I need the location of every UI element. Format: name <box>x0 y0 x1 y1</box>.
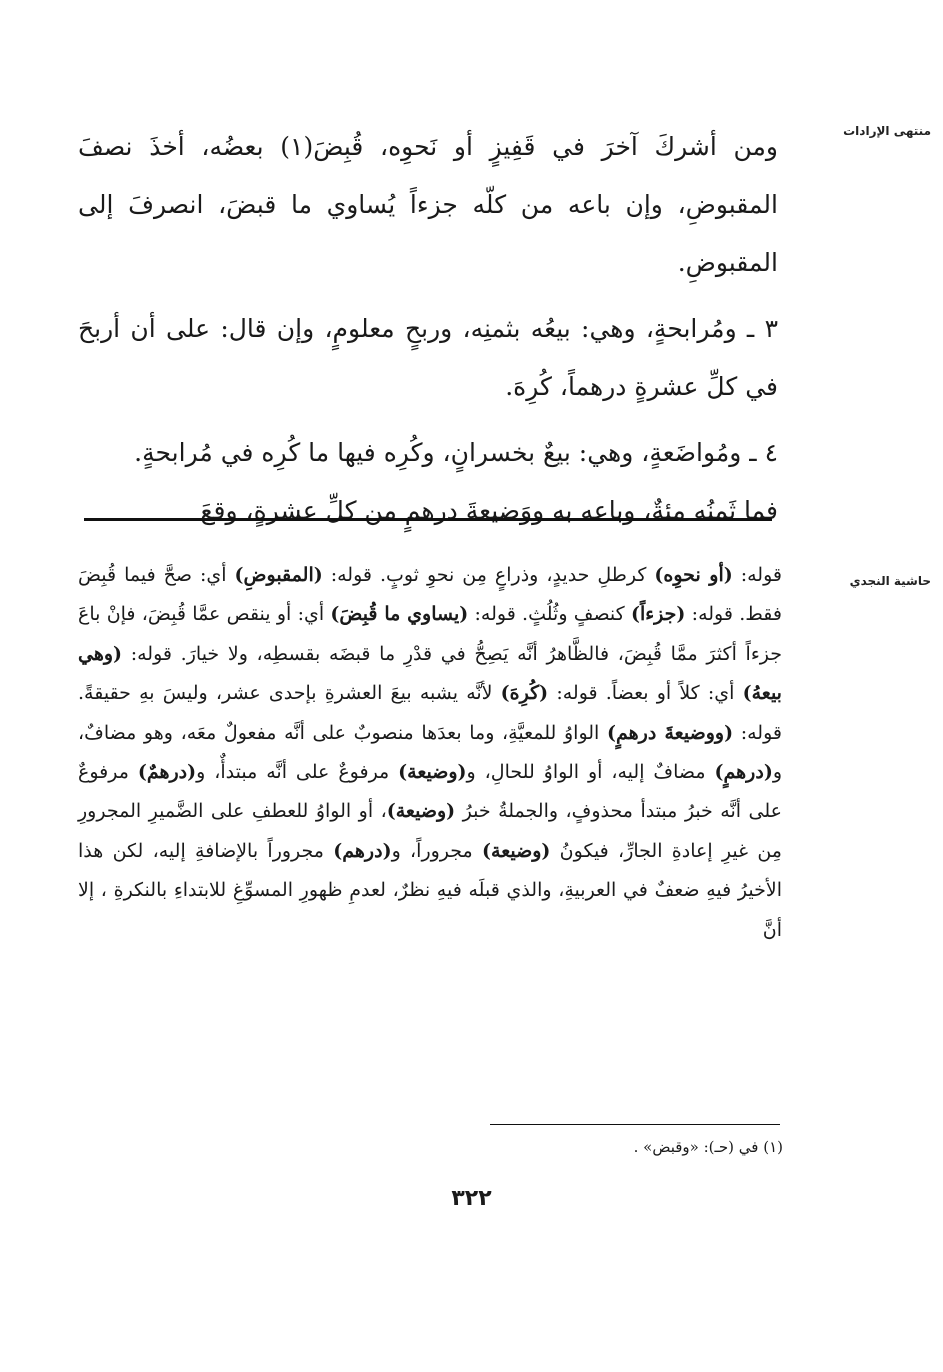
commentary-text: مجروراً، و <box>391 839 483 862</box>
main-paragraph-2: ٣ ـ ومُرابحةٍ، وهي: بيعُه بثمنِه، وربحٍ معلومٍ، وإن قال: على أن أربحَ في كلِّ عشرةٍ درهماً، كُرِهَ. <box>78 314 778 401</box>
commentary-term: (جزءاً) <box>630 603 686 626</box>
commentary-term: (وضيعة) <box>386 800 456 823</box>
page-number: ٣٢٢ <box>451 1186 492 1211</box>
commentary-term: (أو نحوِه) <box>654 564 733 586</box>
commentary-term: (درهم) <box>333 839 392 862</box>
commentary-text: أي: كلاً أو بعضاً. قوله: <box>548 682 743 705</box>
section-divider <box>84 518 772 521</box>
main-paragraph-4: فما ثَمنُه مئةٌ، وباعه به ووَضيعةَ درهمٍ من كلِّ عشرةٍ، وقعَ <box>200 496 778 525</box>
commentary-term: (وهي بيعهُ) <box>78 642 782 705</box>
commentary-block <box>78 556 782 950</box>
footnote-rule <box>490 1124 780 1125</box>
commentary-text: الواوُ للمعيَّةِ، وما بعدَها منصوبٌ على أنَّه مفعولٌ معَه، وهو مضافٌ، و <box>78 721 782 784</box>
commentary-text: أي: أو ينقص عمَّا قُبِضَ، فإنْ باعَ جزءاً أكثرَ ممَّا قُبِضَ، فالظَّاهرُ أنَّه يَصِحُّ في قدْرِ ما قبضَه بقسطِه، ولا خيارَ. قوله: <box>78 603 782 665</box>
commentary-text: مرفوعٌ على أنَّه مبتدأٌ، و <box>196 761 399 784</box>
commentary-text: مجروراً بالإضافةِ إليه، لكن هذا الأخيرُ فيهِ ضعفٌ في العربيةِ، والذي قبلَه فيهِ نظرٌ، لعدمِ ظهورِ المسوِّغِ للابتداءِ بالنكرةِ ، إلا أنَّ <box>78 839 782 941</box>
main-paragraph-1: ومن أشركَ آخرَ في قَفِيزٍ أو نَحوِه، قُبِضَ(١) بعضُه، أخذَ نصفَ المقبوضِ، وإن باعه من كلّه جزءاً يُساوي ما قبضَ، انصرفَ إلى المقبوضِ. <box>78 132 778 277</box>
commentary-term: (وضيعة) <box>398 761 467 784</box>
commentary-term: (ووضيعةَ درهمٍ) <box>606 721 734 744</box>
commentary-term: (درهمٌ) <box>137 761 197 784</box>
commentary-term: (درهمٍ) <box>714 761 773 784</box>
commentary-text: مضافٌ إليه، أو الواوُ للحالِ، و <box>466 761 715 784</box>
main-paragraph-3: ٤ ـ ومُواضَعةٍ، وهي: بيعٌ بخسرانٍ، وكُرِه فيها ما كُرِه في مُرابحةٍ. <box>134 438 778 467</box>
commentary-term: (كُرِهَ) <box>500 682 549 705</box>
commentary-text: كرطلِ حديدٍ، وذراعٍ مِن نحوِ ثوبٍ. قوله: <box>322 564 655 586</box>
margin-label-main-text: منتهى الإرادات <box>843 124 931 138</box>
commentary-text: أي: صحَّ فيما قُبِضَ فقط. قوله: <box>78 564 782 626</box>
main-text-block <box>78 118 778 540</box>
commentary-text: قوله: <box>732 564 782 586</box>
margin-label-commentary: حاشية النجدي <box>849 574 931 588</box>
commentary-text: لأنَّه يشبه بيعَ العشرةِ بإحدى عشر، وليسَ بهِ حقيقةً. قوله: <box>78 682 782 744</box>
commentary-term: (يساوي ما قُبِضَ) <box>330 603 469 626</box>
commentary-text: كنصفٍ وثُلُثٍ. قوله: <box>468 603 631 626</box>
commentary-text: مرفوعٌ على أنَّه خبرُ مبتدأ محذوفٍ، والجملةُ خبرُ <box>78 761 782 823</box>
commentary-term: (المقبوضِ) <box>234 564 323 586</box>
commentary-text: ، أو الواوُ للعطفِ على الضَّميرِ المجرورِ مِن غيرِ إعادةِ الجارِّ، فيكونُ <box>78 800 782 862</box>
commentary-term: (وضيعة) <box>482 839 551 862</box>
footnote: (١) في (حـ): «وقبض» . <box>633 1138 783 1156</box>
